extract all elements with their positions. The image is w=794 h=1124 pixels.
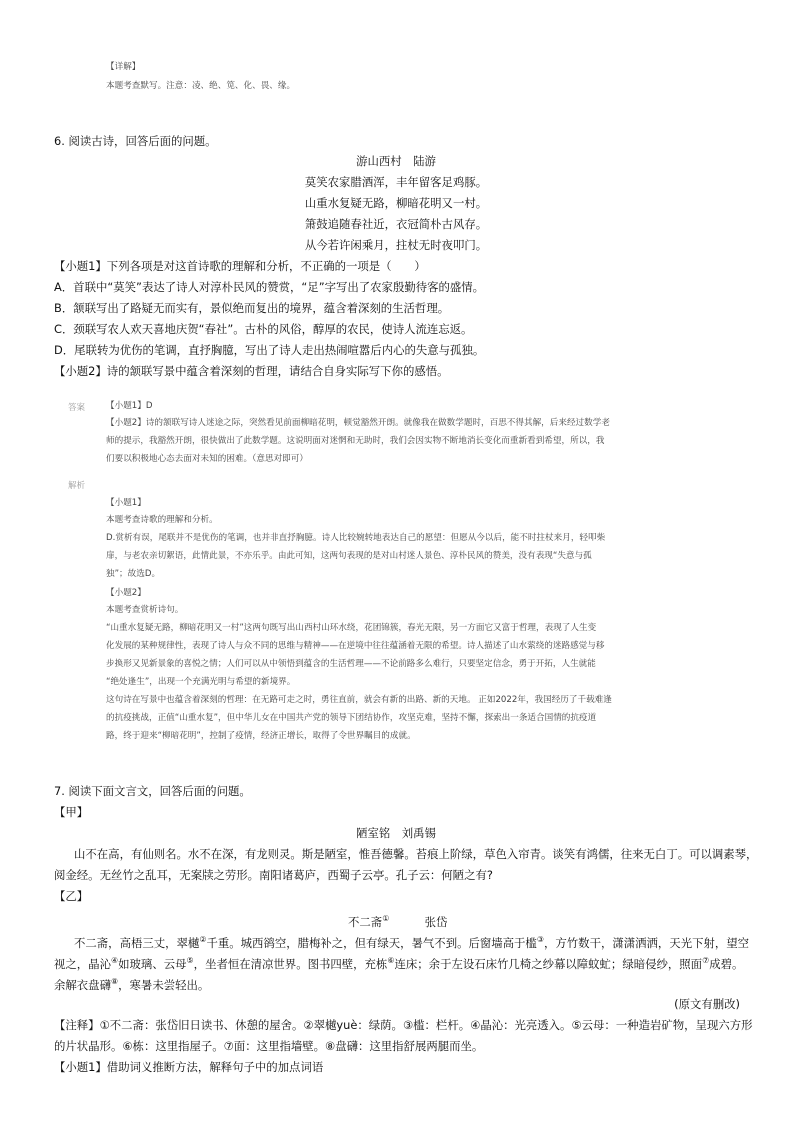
yi-text: 视之，晶沁 (54, 956, 111, 971)
answer-line: 们要以积极地心态去面对未知的困难。（意思对即可） (106, 454, 308, 464)
option-c: C．颈联写农人欢天喜地庆贺“春社”。古朴的风俗，醇厚的农民，使诗人流连忘返。 (54, 322, 473, 336)
note-marker: ⑧ (110, 977, 119, 986)
source-note: (原文有删改) (674, 997, 740, 1011)
analysis-line: 扉，与老农亲切絮语，此情此景，不亦乐乎。由此可知，这两句表现的是对山村迷人景色、淳朴民风的赞美，没有表现“失意与孤 (106, 551, 592, 561)
analysis-line: 【小题2】 (106, 588, 146, 598)
q7-heading: 7. 阅读下面文言文，回答后面的问题。 (54, 784, 251, 798)
note-marker: ⑤ (186, 956, 194, 965)
yi-author: 张岱 (424, 914, 448, 929)
yi-title-text: 不二斋 (348, 914, 383, 929)
jia-label: 【甲】 (54, 805, 89, 819)
yi-text: ，方竹数干，潇潇洒洒，天光下射，望空 (544, 935, 750, 950)
note-marker: ⑦ (702, 956, 710, 965)
detail-text: 本题考查默写。注意：凌、绝、笕、化、畏、缘。 (106, 81, 296, 91)
analysis-line: 路，终于迎来“柳暗花明”，控制了疫情，经济正增长，取得了令世界瞩目的成就。 (106, 731, 416, 741)
analysis-tag: 解析 (68, 481, 86, 491)
yi-text: 余解衣盘礴 (54, 977, 111, 992)
answer-line: 【小题2】诗的颔联写诗人迷途之际，突然看见前面柳暗花明，顿觉豁然开朗。就像我在做数学题时，百思不得其解，后来经过数学老 (106, 418, 610, 428)
q6-heading: 6. 阅读古诗，回答后面的问题。 (54, 134, 217, 148)
analysis-line: 这句诗在写景中也蕴含着深刻的哲理：在无路可走之时，勇往直前，就会有新的出路、新的天地。 正如2022年，我国经历了千载难逢 (106, 695, 612, 705)
analysis-line: 本题考查赏析诗句。 (106, 605, 184, 615)
note-marker: ① (382, 914, 390, 923)
answer-line: 师的提示，我豁然开朗，很快做出了此数学题。这说明面对迷惘和无助时，我们会因实物不断地消长变化而重新看到希望，所以，我 (106, 436, 605, 446)
yi-text: ，坐者恒在清凉世界。图书四壁，充栋 (193, 956, 388, 971)
q6-sub2: 【小题2】诗的颔联写景中蕴含着深刻的哲理，请结合自身实际写下你的感悟。 (54, 364, 449, 378)
option-d: D．尾联转为优伤的笔调，直抒胸臆，写出了诗人走出热闹喧嚣后内心的失意与孤独。 (54, 343, 485, 357)
option-b: B．颔联写出了路疑无而实有，景似绝而复出的境界，蕴含着深刻的生活哲理。 (54, 301, 450, 315)
yi-text: 连床；余于左设石床竹几椅之纱幕以障蚊虻；绿暗侵纱，照面 (394, 956, 703, 971)
note-marker: ③ (536, 935, 544, 944)
poem-line: 从今若许闲乘月，拄杖无时夜叩门。 (304, 238, 488, 252)
analysis-line: 【小题1】 (106, 498, 146, 508)
analysis-line: 独”；故选D。 (106, 569, 161, 579)
poem-line: 莫笑农家腊酒浑，丰年留客足鸡豚。 (304, 175, 488, 189)
analysis-line: 化发展的某种规律性，表现了诗人与众不同的思维与精神——在逆境中往往蕴涵着无限的希望。诗人描述了山水萦绕的迷路感觉与移 (106, 641, 605, 651)
yi-text: ，寒暑未尝轻出。 (118, 977, 210, 992)
yi-label: 【乙】 (54, 889, 89, 903)
detail-label: 【详解】 (106, 62, 141, 72)
analysis-line: 步换形又见新景象的喜悦之情；人们可以从中领悟到蕴含的生活哲理——不论前路多么难行，只要坚定信念，勇于开拓，人生就能 (106, 659, 596, 669)
yi-text: 如玻璃、云母 (118, 956, 187, 971)
jia-line: 山不在高，有仙则名。水不在深，有龙则灵。斯是陋室，惟吾德馨。苔痕上阶绿，草色入帘青。谈笑有鸿儒，往来无白丁。可以调素琴， (74, 847, 758, 861)
jia-title: 陋室铭 刘禹锡 (356, 826, 436, 840)
notes-line: 的片状晶形。⑥栋：这里指屋子。⑦面：这里指墙壁。⑧盘礴：这里指舒展两腿而坐。 (54, 1039, 484, 1053)
yi-text: 不二斋，高梧三丈，翠樾 (74, 935, 200, 950)
notes-line: 【注释】①不二斋：张岱旧日读书、休憩的屋舍。②翠樾yuè：绿荫。③槛：栏杆。④晶沁：光亮透入。⑤云母：一种造岩矿物，呈现六方形 (54, 1018, 753, 1032)
yi-line-3 (54, 971, 209, 996)
answer-line: 【小题1】D (106, 401, 153, 411)
note-marker: ⑥ (387, 956, 395, 965)
answer-tag: 答案 (68, 403, 86, 413)
q7-sub1: 【小题1】借助词义推断方法，解释句子中的加点词语 (54, 1060, 324, 1074)
analysis-line: D.赏析有误，尾联并不是优伤的笔调，也并非直抒胸臆。诗人比较婉转地表达自己的愿望：但愿从今以后，能不时拄杖来月，轻叩柴 (106, 533, 606, 543)
q6-sub1: 【小题1】下列各项是对这首诗歌的理解和分析，不正确的一项是（ ） (54, 259, 426, 273)
yi-text: 千重。城西鹆空，腊梅补之，但有绿天，暑气不到。后窗墙高于槛 (206, 935, 537, 950)
analysis-line: 的抗疫挑战，正值“山重水复”，但中华儿女在中国共产党的领导下团结协作，攻坚克难，坚持不懈，探索出一条适合国情的抗疫道 (106, 713, 597, 723)
analysis-line: 本题考查诗歌的理解和分析。 (106, 515, 218, 525)
option-a: A．首联中“莫笑”表达了诗人对淳朴民风的赞赏，“足”字写出了农家殷勤待客的盛情。 (54, 280, 485, 294)
yi-text: 成碧。 (709, 956, 744, 971)
poem-title: 游山西村 陆游 (356, 154, 436, 168)
analysis-line: “山重水复疑无路，柳暗花明又一村”这两句既写出山西村山环水绕，花团锦簇，春光无限，另一方面它又富于哲理，表现了人生变 (106, 623, 597, 633)
poem-line: 箫鼓追随春社近，衣冠简朴古风存。 (304, 217, 488, 231)
note-marker: ② (199, 935, 207, 944)
poem-line: 山重水复疑无路，柳暗花明又一村。 (304, 196, 488, 210)
analysis-line: “绝处逢生”，出现一个充满光明与希望的新境界。 (106, 677, 296, 687)
jia-line: 阅金经。无丝竹之乱耳，无案牍之劳形。南阳诸葛庐，西蜀子云亭。孔子云：何陋之有? (54, 868, 493, 882)
note-marker: ④ (110, 956, 119, 965)
